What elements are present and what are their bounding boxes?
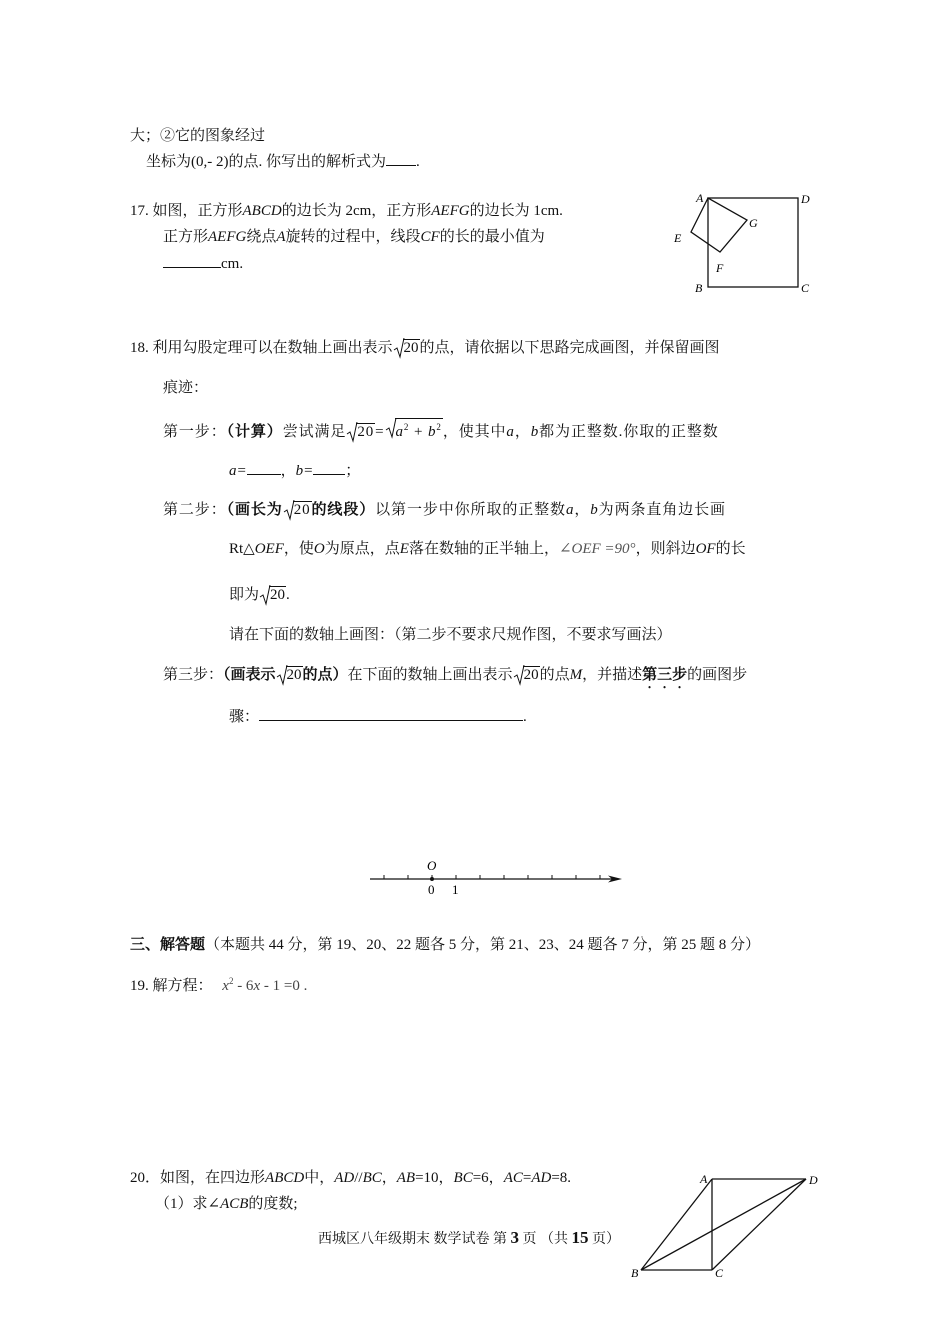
number-line[interactable] (366, 855, 626, 900)
radicand: 20 (523, 667, 539, 683)
q16-line2 (146, 151, 420, 172)
q20-label-c: C (715, 1266, 724, 1280)
q18-text: 以第一步中你所取的正整数 (375, 502, 566, 518)
q17-label-a: A (696, 191, 704, 205)
var-a: a (506, 424, 515, 440)
q18-step3 (163, 665, 747, 692)
q17-answer-blank[interactable] (163, 253, 221, 268)
q20-ad: AD (531, 1170, 552, 1186)
q20-bc: BC (362, 1170, 382, 1186)
section3-header (130, 935, 760, 955)
q18-note: 请在下面的数轴上画图：（第二步不要求尺规作图，不要求写画法） (229, 627, 672, 643)
step2-bold: 的线段） (311, 502, 376, 518)
q20-label-d: D (809, 1173, 818, 1187)
q17-abcd: ABCD (242, 203, 282, 219)
q17-line1 (130, 201, 563, 221)
q18-number: 18. (130, 340, 149, 356)
q20-label-a: A (700, 1172, 708, 1186)
tick-label-0: 0 (428, 882, 435, 897)
point-o: O (313, 541, 325, 557)
var-x: x (253, 978, 261, 994)
q18-text: 为原点，点 (324, 541, 400, 557)
segment-cd (712, 1179, 806, 1270)
sqrt-20 (276, 665, 303, 685)
step1-label: 第一步： (163, 424, 227, 440)
q17-text: 如图，正方形 (152, 203, 243, 219)
period: . (286, 587, 290, 603)
point-e: E (399, 541, 409, 557)
q17-aefg: AEFG (208, 229, 247, 245)
q16-text: 大；②它的图象经过 (130, 128, 266, 144)
radicand-sum (395, 418, 443, 440)
q18-step1 (163, 418, 719, 442)
q18-text: 利用勾股定理可以在数轴上画出表示 (152, 340, 393, 356)
point-m: M (569, 667, 583, 683)
q19-equation (222, 978, 307, 994)
q18-text: 为两条直角边长画 (598, 502, 726, 518)
q17-text: 的边长为 1cm. (469, 203, 563, 219)
q20-line1 (130, 1168, 571, 1188)
section3-note: （本题共 44 分，第 19、20、22 题各 5 分，第 21、23、24 题各 7 分，第 25 题 8 分） (205, 937, 761, 953)
q17-unit: cm. (221, 256, 244, 272)
q20-text: =8. (551, 1170, 572, 1186)
var-a: a (395, 424, 404, 440)
a-answer-blank[interactable] (247, 460, 281, 475)
q16-answer-blank[interactable] (386, 151, 416, 166)
q19 (130, 971, 307, 996)
radicand: 20 (357, 424, 375, 440)
equals: = (522, 1170, 532, 1186)
footer-text: 页 （共 (522, 1232, 568, 1247)
origin-point (430, 877, 434, 881)
b-answer-blank[interactable] (313, 460, 345, 475)
q20-ac: AC (503, 1170, 523, 1186)
q16-text-b: 的点. 你写出的解析式为 (228, 154, 387, 170)
angle-oef: ∠OEF =90° (558, 541, 636, 557)
q20-acb: ACB (220, 1196, 249, 1212)
var-b: b (428, 424, 437, 440)
sqrt-20 (283, 500, 312, 520)
q18-text: 的点，请依据以下思路完成画图，并保留画图 (419, 340, 720, 356)
q18-text: ，则斜边 (635, 541, 696, 557)
q17-text: 旋转的过程中，线段 (285, 229, 421, 245)
var-b: b (590, 502, 599, 518)
tick-label-1: 1 (452, 882, 459, 897)
q20-text: =6， (472, 1170, 504, 1186)
square: 2 (228, 976, 234, 986)
q18-text: 尝试满足 (282, 424, 347, 440)
q20-number: 20． (130, 1170, 161, 1186)
comma: ， (280, 463, 296, 479)
q18-text: 的长 (715, 541, 746, 557)
q20-ab: AB (396, 1170, 416, 1186)
step2-label: 第二步： (163, 502, 227, 518)
comma: ， (381, 1170, 397, 1186)
semicolon: ； (345, 463, 361, 479)
step3-emphasis: 第三步 (642, 667, 688, 683)
q20-text: （1）求∠ (155, 1196, 221, 1212)
period: . (523, 709, 527, 725)
plus: + (409, 424, 428, 440)
q17-aefg: AEFG (431, 203, 470, 219)
square: 2 (403, 422, 410, 432)
q19-eq-tail: - 1 =0 . (260, 978, 308, 994)
sqrt-20 (346, 422, 375, 442)
q16-end: . (416, 154, 420, 170)
q18-text: ，并描述 (582, 667, 643, 683)
origin-label: O (427, 858, 437, 873)
radicand: 20 (270, 587, 286, 603)
section3-title: 三、解答题 (130, 937, 206, 953)
q17-line3 (163, 253, 243, 274)
q18-text: 即为 (229, 587, 260, 603)
page-footer (318, 1228, 620, 1250)
q16-text-a: 坐标为 (146, 154, 192, 170)
q18-step2 (163, 500, 726, 520)
q17-text: 绕点 (246, 229, 277, 245)
q18-step3-line2 (229, 706, 527, 727)
a-equals: a= (229, 463, 247, 479)
q16-point: (0,- 2) (191, 154, 229, 170)
footer-page-number: 3 (510, 1228, 519, 1247)
sqrt-20 (259, 585, 286, 605)
radicand: 20 (286, 667, 302, 683)
q16-line1 (130, 126, 265, 146)
sqrt-a2-b2 (385, 418, 443, 442)
segment-ab (641, 1179, 712, 1270)
footer-total-pages: 15 (571, 1228, 589, 1247)
q17-text: 的长的最小值为 (439, 229, 545, 245)
q20-text: 中， (304, 1170, 335, 1186)
q19-label: 19. 解方程： (130, 978, 213, 994)
q18-step2-note (229, 625, 672, 645)
step1-bold: （计算） (226, 424, 283, 440)
step3-answer-blank[interactable] (259, 706, 523, 721)
q20-figure (626, 1168, 826, 1280)
q17-label-d: D (801, 192, 810, 206)
q20-abcd: ABCD (265, 1170, 305, 1186)
q18-intro-cont (163, 378, 208, 398)
q17-label-e: E (674, 231, 682, 245)
parallel: // (354, 1170, 363, 1186)
q17-number: 17. (130, 203, 149, 219)
q18-step1-answers (229, 460, 360, 481)
q20-text: 的度数; (248, 1196, 298, 1212)
q18-text: 都为正整数.你取的正整数 (539, 424, 719, 440)
footer-text: 西城区八年级期末 数学试卷 第 (318, 1232, 507, 1247)
q17-label-b: B (695, 281, 703, 295)
q17-label-f: F (716, 261, 724, 275)
q20-bc: BC (453, 1170, 473, 1186)
radicand: 20 (293, 502, 311, 518)
oef: OEF (254, 541, 284, 557)
q17-square-aefg (691, 198, 747, 252)
q17-label-g: G (749, 216, 758, 230)
q17-label-c: C (801, 281, 810, 295)
q18-text: 在下面的数轴上画出表示 (347, 667, 513, 683)
var-x: x (222, 978, 229, 994)
q18-text: ，使 (283, 541, 314, 557)
q18-text: 痕迹： (163, 380, 209, 396)
q18-text: 的点 (539, 667, 570, 683)
var-b: b (530, 424, 540, 440)
footer-text: 页） (592, 1232, 620, 1247)
q18-step2-line3 (229, 585, 290, 605)
q20-text: =10， (415, 1170, 454, 1186)
q17-text: 的边长为 2cm，正方形 (281, 203, 432, 219)
q18-text: 骤： (229, 709, 260, 725)
segment-bd (641, 1179, 806, 1270)
square: 2 (436, 422, 442, 432)
q18-step2-line2 (229, 539, 746, 559)
q20-label-b: B (631, 1266, 639, 1280)
q18-text: ，使其中 (442, 424, 507, 440)
var-a: a (565, 502, 575, 518)
step3-bold: （画表示 (223, 667, 276, 683)
sqrt-20 (393, 338, 420, 358)
step3-label: 第三步： (163, 667, 224, 683)
radicand: 20 (403, 340, 419, 356)
b-equals: b= (295, 463, 314, 479)
q17-text: 正方形 (163, 229, 209, 245)
comma: ， (574, 502, 591, 518)
equals: = (375, 424, 385, 440)
q17-point-a: A (276, 229, 286, 245)
comma: ， (514, 424, 531, 440)
rt-triangle: Rt△ (229, 541, 255, 557)
step2-bold: （画长为 (226, 502, 283, 518)
of: OF (695, 541, 716, 557)
step3-bold: 的点） (302, 667, 348, 683)
q20-ad: AD (334, 1170, 355, 1186)
q18-intro (130, 338, 720, 358)
q17-figure (668, 188, 818, 300)
q18-text: 落在数轴的正半轴上， (408, 541, 559, 557)
sqrt-20 (513, 665, 540, 685)
q20-text: 如图，在四边形 (160, 1170, 266, 1186)
q19-eq-part: - 6 (233, 978, 254, 994)
q17-cf: CF (420, 229, 440, 245)
q18-text: 的画图步 (687, 667, 748, 683)
q20-part1 (155, 1194, 298, 1214)
q17-line2 (163, 227, 545, 247)
